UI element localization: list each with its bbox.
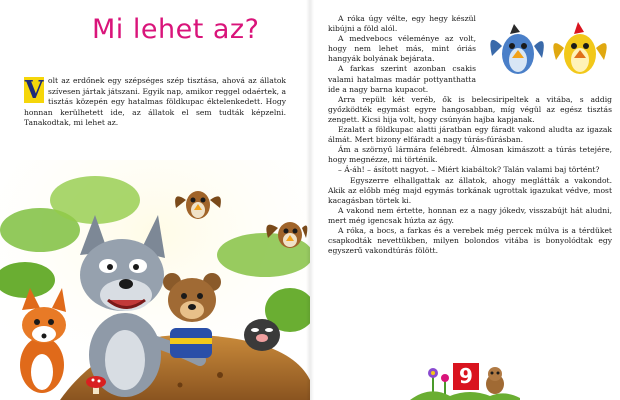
story-text — [328, 14, 612, 256]
page-title: Mi lehet az? — [92, 14, 260, 45]
page-number: 9 — [453, 363, 479, 390]
intro-paragraph — [24, 76, 286, 129]
story-illustration — [0, 160, 310, 400]
drop-cap: V — [24, 75, 44, 104]
story-paragraph: A vakond nem értette, honnan ez a nagy jókedv, visszabújt hát aludni, mert még igencsak húzta az ágy. — [328, 205, 612, 225]
story-paragraph: Ezalatt a földkupac alatti járatban egy fáradt vakond aludta az igazak álmát. Mert bizony elfáradt a nagy túrás-fúrásban. — [328, 125, 612, 145]
story-paragraph: A róka úgy vélte, egy hegy készül kibújni a föld alól. — [328, 14, 476, 34]
mole-icon — [244, 319, 280, 351]
small-animal-icon — [486, 367, 504, 394]
grass-icon — [410, 391, 520, 400]
story-dialogue: – Á-áh! – ásított nagyot. – Miért kiabáltok? Talán valami baj történt? — [338, 165, 600, 175]
story-paragraph: Egyszerre elhallgattak az állatok, ahogy meglátták a vakondot. Akik az előbb még majd egymás torkának ugrottak igazukat védve, most kacagásban törtek ki. — [328, 175, 612, 205]
story-paragraph: A medvebocs véleménye az volt, hogy nem lehet más, mint óriás hangyák bolyának bejárata. — [328, 34, 476, 64]
story-paragraph: Arra repült két veréb, ők is belecsiripeltek a vitába, s addig győzködték egymást egyre hangosabban, míg végül az egész tisztás zengett. Kicsi hija volt, hogy csúnyán hajba kapjanak. — [328, 94, 612, 124]
story-paragraph: A róka, a bocs, a farkas és a verebek még percek múlva is a térdüket csapkodták nevettükben, milyen bolondos vitába is bonyolódtak egy egyszerű vakondtúrás fölött. — [328, 225, 612, 256]
story-paragraph: Ám a szörnyű lármára felébredt. Álmosan kimászott a túrás tetejére, hogy megnézze, mi történik. — [328, 145, 612, 165]
intro-text: olt az erdőnek egy szépséges szép tisztása, ahová az állatok szívesen jártak játszani. Egyik nap, amikor reggel odaértek, a tisztás közepén egy hatalmas földkupac éktelenkedett. Hogy honnan kerülhetett ide, az állatok el sem tudták képzelni. Tanakodtak, mi lehet az. — [24, 76, 286, 128]
story-paragraph: A farkas szerint azonban csakis valami hatalmas madár pottyanthatta ide a nagy barna kupacot. — [328, 64, 476, 94]
